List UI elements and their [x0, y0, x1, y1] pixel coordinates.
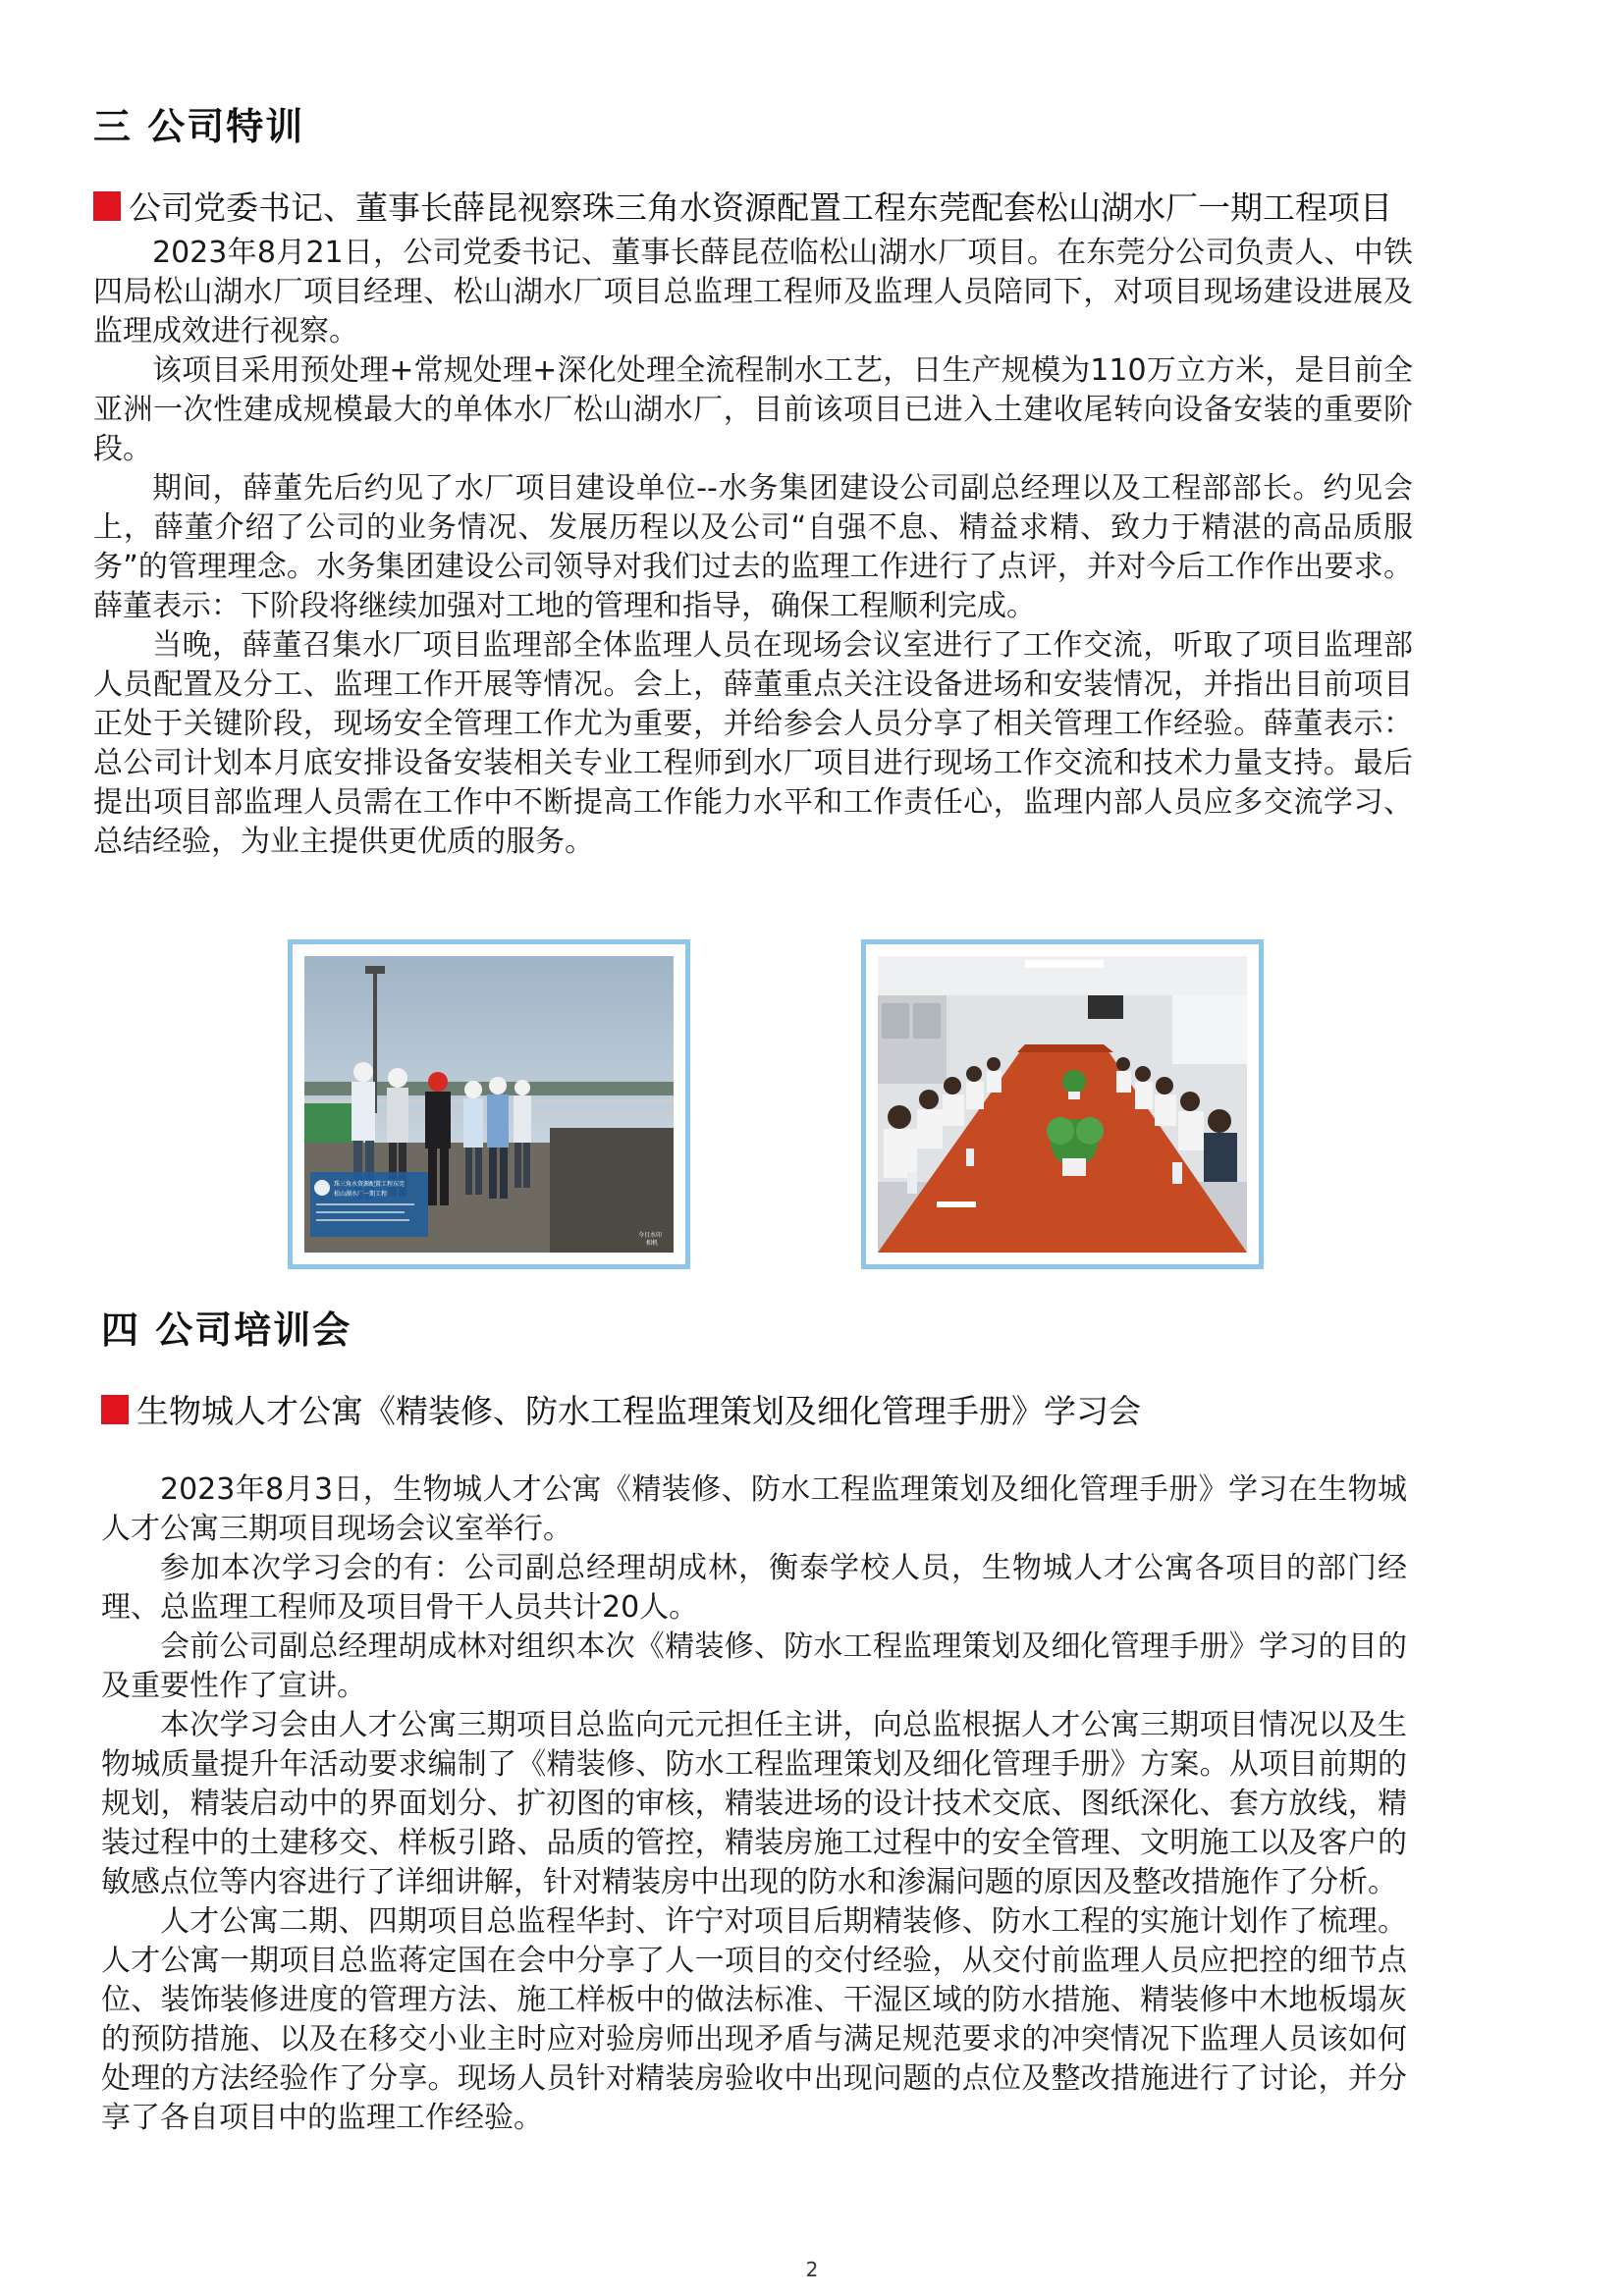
paragraph: 参加本次学习会的有：公司副总经理胡成林，衡泰学校人员，生物城人才公寓各项目的部门经理、总监理工程师及项目骨干人员共计20人。 [101, 1551, 1407, 1625]
photo-watermark-2: 相机 [646, 1240, 659, 1247]
site-visit-photo-image [304, 956, 674, 1253]
subheading-4 [101, 1386, 1141, 1432]
paragraph: 会前公司副总经理胡成林对组织本次《精装修、防水工程监理策划及细化管理手册》学习的目的及重要性作了宣讲。 [101, 1629, 1407, 1703]
subheading-3-text: 公司党委书记、董事长薛昆视察珠三角水资源配置工程东莞配套松山湖水厂一期工程项目 [129, 188, 1392, 227]
section-heading-4: 四 公司培训会 [101, 1308, 352, 1352]
site-visit-photo [288, 939, 690, 1269]
section-heading-3: 三 公司特训 [93, 105, 305, 148]
photo-watermark: 今日水印 [638, 1232, 663, 1239]
paragraph: 当晚，薛董召集水厂项目监理部全体监理人员在现场会议室进行了工作交流，听取了项目监理部人员配置及分工、监理工作开展等情况。会上，薛董重点关注设备进场和安装情况，并指出目前项目正处于关键阶段，现场安全管理工作尤为重要，并给参会人员分享了相关管理工作经验。薛董表示：总公司计划本月底安排设备安装相关专业工程师到水厂项目进行现场工作交流和技术力量支持。最后提出项目部监理人员需在工作中不断提高工作能力水平和工作责任心，监理内部人员应多交流学习、总结经验，为业主提供更优质的服务。 [93, 628, 1413, 859]
paragraph: 人才公寓二期、四期项目总监程华封、许宁对项目后期精装修、防水工程的实施计划作了梳理。人才公寓一期项目总监蒋定国在会中分享了人一项目的交付经验，从交付前监理人员应把控的细节点位、装饰装修进度的管理方法、施工样板中的做法标准、干湿区域的防水措施、精装修中木地板塌灰的预防措施、以及在移交小业主时应对验房师出现矛盾与满足规范要求的冲突情况下监理人员该如何处理的方法经验作了分享。现场人员针对精装房验收中出现问题的点位及整改措施进行了讨论，并分享了各自项目中的监理工作经验。 [101, 1904, 1407, 2135]
section-3-body [93, 234, 1413, 862]
page-number: 2 [805, 2258, 819, 2281]
paragraph: 本次学习会由人才公寓三期项目总监向元元担任主讲，向总监根据人才公寓三期项目情况以及生物城质量提升年活动要求编制了《精装修、防水工程监理策划及细化管理手册》方案。从项目前期的规划，精装启动中的界面划分、扩初图的审核，精装进场的设计技术交底、图纸深化、套方放线，精装过程中的土建移交、样板引路、品质的管控，精装房施工过程中的安全管理、文明施工以及客户的敏感点位等内容进行了详细讲解，针对精装房中出现的防水和渗漏问题的原因及整改措施作了分析。 [101, 1708, 1407, 1899]
paragraph: 该项目采用预处理+常规处理+深化处理全流程制水工艺，日生产规模为110万立方米，是目前全亚洲一次性建成规模最大的单体水厂松山湖水厂，目前该项目已进入土建收尾转向设备安装的重要阶段。 [93, 353, 1413, 466]
subheading-4-text: 生物城人才公寓《精装修、防水工程监理策划及细化管理手册》学习会 [136, 1392, 1141, 1430]
red-square-marker [101, 1395, 129, 1424]
paragraph: 2023年8月3日，生物城人才公寓《精装修、防水工程监理策划及细化管理手册》学习在生物城人才公寓三期项目现场会议室举行。 [101, 1472, 1407, 1546]
red-square-marker [93, 191, 121, 221]
section-4-body [101, 1470, 1407, 2138]
subheading-3 [93, 183, 1392, 229]
meeting-room-photo-image [878, 956, 1247, 1253]
photo-caption-line2: 松山湖水厂一期工程 [334, 1191, 388, 1198]
meeting-room-photo [861, 939, 1264, 1269]
photo-caption-line1: 珠三角水资源配置工程东莞 [334, 1181, 406, 1188]
paragraph: 期间，薛董先后约见了水厂项目建设单位--水务集团建设公司副总经理以及工程部部长。约见会上，薛董介绍了公司的业务情况、发展历程以及公司“自强不息、精益求精、致力于精湛的高品质服务”的管理理念。水务集团建设公司领导对我们过去的监理工作进行了点评，并对今后工作作出要求。薛董表示：下阶段将继续加强对工地的管理和指导，确保工程顺利完成。 [93, 471, 1413, 623]
paragraph: 2023年8月21日，公司党委书记、董事长薛昆莅临松山湖水厂项目。在东莞分公司负责人、中铁四局松山湖水厂项目经理、松山湖水厂项目总监理工程师及监理人员陪同下，对项目现场建设进展及监理成效进行视察。 [93, 236, 1413, 348]
